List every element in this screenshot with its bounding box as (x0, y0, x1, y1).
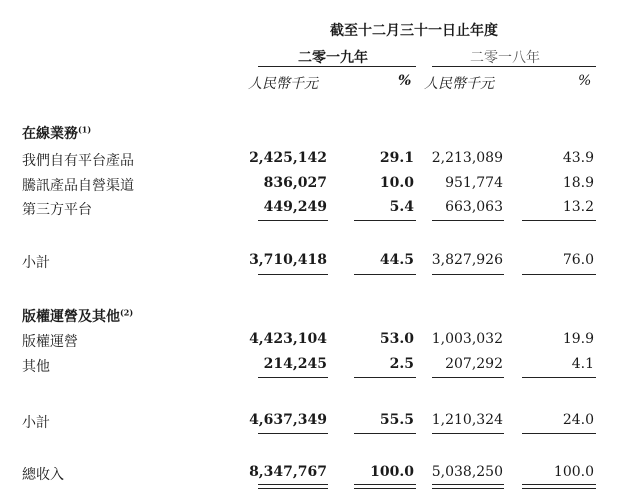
double-rule (354, 488, 416, 489)
year-2019-underline (258, 66, 416, 67)
value-2018: 3,827,926 (431, 252, 503, 268)
pct-2019: 100.0 (370, 464, 414, 480)
period-header: 截至十二月三十一日止年度 (330, 23, 498, 39)
double-rule (432, 488, 504, 489)
pct-2018: 43.9 (562, 150, 594, 166)
row-label: 第三方平台 (22, 202, 92, 218)
pct-2018: 19.9 (562, 331, 594, 347)
rule (258, 220, 328, 221)
rule (522, 274, 596, 275)
value-2019: 836,027 (263, 175, 327, 191)
value-2018: 1,003,032 (431, 331, 503, 347)
rule (522, 220, 596, 221)
row-label: 版權運營 (22, 334, 78, 350)
total-label: 總收入 (22, 467, 64, 483)
rule (258, 274, 328, 275)
pct-2018: 18.9 (562, 175, 594, 191)
rule (354, 220, 416, 221)
year-2019-header: 二零一九年 (298, 50, 368, 66)
pct-2019: 53.0 (379, 331, 414, 347)
value-2019: 2,425,142 (249, 150, 327, 166)
double-rule (354, 484, 416, 485)
value-2019: 3,710,418 (249, 252, 327, 268)
double-rule (432, 484, 504, 485)
double-rule (258, 484, 328, 485)
value-2019: 4,637,349 (249, 412, 327, 428)
pct-2019: 44.5 (379, 252, 414, 268)
year-2018-header: 二零一八年 (470, 50, 540, 66)
rule (522, 377, 596, 378)
value-2018: 951,774 (445, 175, 503, 191)
unit-pct-2018: % (578, 73, 592, 89)
pct-2019: 10.0 (379, 175, 414, 191)
pct-2019: 55.5 (379, 412, 414, 428)
pct-2019: 29.1 (379, 150, 414, 166)
rule (432, 433, 504, 434)
pct-2018: 100.0 (553, 464, 594, 480)
row-label: 騰訊產品自營渠道 (22, 178, 134, 194)
pct-2018: 13.2 (562, 199, 594, 215)
value-2019: 4,423,104 (249, 331, 327, 347)
value-2018: 207,292 (445, 356, 503, 372)
rule (432, 377, 504, 378)
rule (258, 377, 328, 378)
double-rule (258, 488, 328, 489)
rule (522, 433, 596, 434)
subtotal-label: 小計 (22, 415, 50, 431)
rule (354, 433, 416, 434)
section-copyright-title: 版權運營及其他$^{(2)}$ (22, 307, 134, 325)
unit-rmb-2018: 人民幣千元 (424, 76, 494, 92)
value-2018: 2,213,089 (431, 150, 503, 166)
rule (354, 274, 416, 275)
value-2018: 5,038,250 (431, 464, 503, 480)
subtotal-label: 小計 (22, 255, 50, 271)
pct-2019: 5.4 (389, 199, 414, 215)
value-2019: 449,249 (263, 199, 327, 215)
value-2018: 663,063 (445, 199, 503, 215)
unit-pct-2019: % (398, 73, 412, 89)
double-rule (522, 484, 596, 485)
pct-2019: 2.5 (389, 356, 414, 372)
pct-2018: 76.0 (562, 252, 594, 268)
double-rule (522, 488, 596, 489)
rule (258, 433, 328, 434)
unit-rmb-2019: 人民幣千元 (248, 76, 318, 92)
pct-2018: 24.0 (562, 412, 594, 428)
row-label: 我們自有平台產品 (22, 153, 134, 169)
row-label: 其他 (22, 359, 50, 375)
year-2018-underline (432, 66, 596, 67)
value-2019: 214,245 (263, 356, 327, 372)
pct-2018: 4.1 (571, 356, 594, 372)
rule (354, 377, 416, 378)
value-2018: 1,210,324 (431, 412, 503, 428)
value-2019: 8,347,767 (249, 464, 327, 480)
section-online-title: 在線業務$^{(1)}$ (22, 124, 92, 142)
rule (432, 220, 504, 221)
rule (432, 274, 504, 275)
